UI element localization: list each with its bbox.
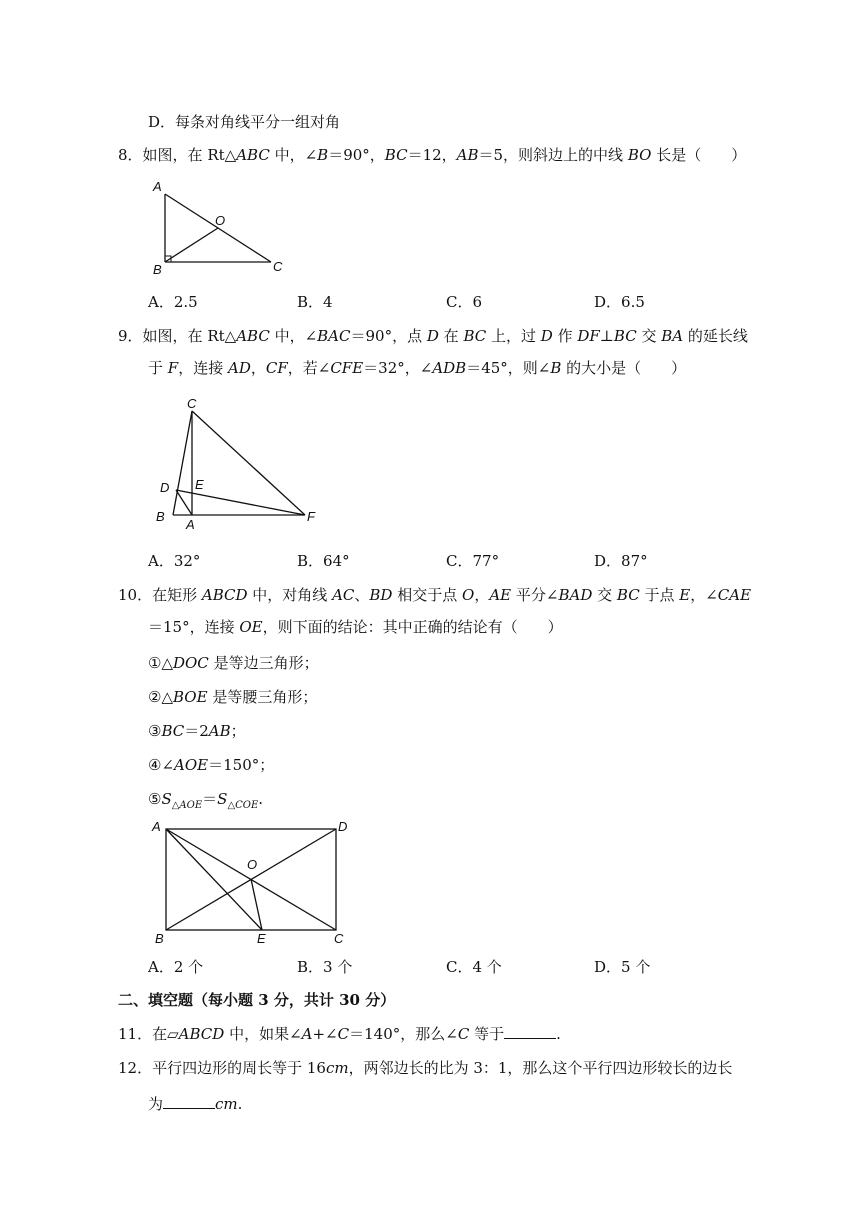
text-run: C: [457, 1025, 470, 1043]
q10-item-4: [148, 755, 274, 775]
q12-number: 12．: [118, 1059, 153, 1077]
q8-label-o: O: [215, 213, 226, 228]
text-run: ；: [230, 722, 246, 740]
text-run: E: [679, 586, 691, 604]
section-2-heading: 二、填空题（每小题 3 分，共计 30 分）: [118, 991, 396, 1009]
text-run: ＝15°，连接: [148, 618, 240, 636]
text-run: ADB: [432, 359, 467, 377]
text-run: ，: [250, 359, 266, 377]
q10-label-e: E: [257, 931, 266, 946]
text-run: ▱: [167, 1025, 179, 1043]
text-run: AOE: [174, 756, 209, 774]
text-run: 上，过: [486, 327, 541, 345]
q11-number: 11．: [118, 1025, 153, 1043]
q9-label-f: F: [307, 509, 315, 524]
text-run: ABC: [236, 327, 270, 345]
q8-label-b: B: [153, 262, 162, 277]
q11-answer-blank: [504, 1024, 556, 1039]
text-run: ④∠: [148, 756, 175, 774]
text-run: ，连接: [178, 359, 228, 377]
text-run: BC: [463, 327, 487, 345]
q9-option-b: B．64°: [297, 552, 350, 570]
text-run: BA: [661, 327, 684, 345]
q8-label-a: A: [153, 179, 162, 194]
text-run: ＝32°，∠: [363, 359, 433, 377]
q10-option-b: B．3 个: [297, 958, 353, 976]
text-run: ＝140°，那么∠: [349, 1025, 458, 1043]
text-run: AD: [227, 359, 251, 377]
text-run: BAD: [558, 586, 593, 604]
q10-question-line1: [118, 585, 751, 605]
q8-option-d: D．6.5: [594, 293, 645, 311]
q12-answer-blank: [163, 1094, 215, 1109]
text-run: AE: [489, 586, 512, 604]
text-run: ⊥: [599, 327, 614, 345]
text-run: AB: [208, 722, 231, 740]
text-run: 作: [552, 327, 578, 345]
text-run: 平分∠: [511, 586, 559, 604]
text-run: 是等边三角形；: [208, 654, 319, 672]
text-run: ＝45°，则∠: [466, 359, 551, 377]
text-run: BD: [369, 586, 393, 604]
text-run: BC: [613, 327, 637, 345]
text-run: ABCD: [201, 586, 248, 604]
text-run: 交: [636, 327, 662, 345]
q10-text-line1: [152, 586, 751, 604]
q9-label-d: D: [160, 480, 170, 495]
q10-question-line2: [148, 617, 563, 637]
text-run: ③: [148, 722, 162, 740]
text-run: D: [540, 327, 553, 345]
text-run: ＝90°，点: [350, 327, 427, 345]
text-run: ，∠: [690, 586, 718, 604]
text-run: ＝150°；: [208, 756, 275, 774]
text-run: O: [462, 586, 475, 604]
text-run: 在矩形: [152, 586, 202, 604]
q8-option-b: B．4: [297, 293, 333, 311]
text-run: C: [337, 1025, 350, 1043]
q12-question-line2: 为 cm.: [148, 1095, 243, 1113]
text-run: 、: [354, 586, 370, 604]
q9-question-line1: [118, 326, 748, 346]
text-run: F: [167, 359, 179, 377]
q9-question-line2: [148, 358, 686, 378]
text-run: +∠: [312, 1025, 338, 1043]
q10-option-d: D．5 个: [594, 958, 651, 976]
text-run: 在: [438, 327, 464, 345]
text-run: 中，对角线: [247, 586, 333, 604]
text-run: AC: [332, 586, 355, 604]
q9-text-line1: [143, 327, 748, 345]
text-run: B: [550, 359, 562, 377]
text-run: 如图，在 Rt△: [142, 327, 237, 345]
q10-item-5: $⑤S_{\triangle AOE}=S_{\triangle COE}$.: [148, 790, 264, 811]
text-run: BC: [616, 586, 640, 604]
q10-number: 10．: [118, 586, 153, 604]
q9-number: 9．: [118, 327, 143, 345]
text-run: 等于: [469, 1025, 505, 1043]
text-run: BOE: [172, 688, 208, 706]
q10-text-line2: [148, 618, 563, 636]
text-run: 的大小是（ ）: [561, 359, 687, 377]
text-run: CF: [265, 359, 288, 377]
text-run: ②△: [148, 688, 173, 706]
q9-label-a: A: [186, 517, 195, 532]
q8-figure: [145, 176, 295, 278]
text-run: BC: [161, 722, 185, 740]
text-run: ，则下面的结论：其中正确的结论有（ ）: [262, 618, 563, 636]
q11-text: [152, 1025, 504, 1043]
q9-label-b: B: [156, 509, 165, 524]
q8-option-a: A．2.5: [148, 293, 198, 311]
q10-item-2: [148, 687, 317, 707]
q9-figure: [148, 395, 328, 531]
q10-option-a: A．2 个: [148, 958, 204, 976]
text-run: 中，如果∠: [224, 1025, 302, 1043]
text-run: ，若∠: [287, 359, 331, 377]
q10-label-a: A: [152, 819, 161, 834]
q11-question: 11．在▱ABCD 中，如果∠A+∠C＝140°，那么∠C 等于 .: [118, 1025, 561, 1043]
text-run: CAE: [717, 586, 752, 604]
q8-number: 8．: [118, 146, 143, 164]
text-run: CFE: [330, 359, 364, 377]
text-run: A: [301, 1025, 313, 1043]
text-run: 于: [148, 359, 168, 377]
q10-item-1: [148, 653, 319, 673]
text-run: 相交于点: [392, 586, 462, 604]
text-run: 的延长线: [683, 327, 748, 345]
text-run: 交: [592, 586, 617, 604]
q8-option-c: C．6: [446, 293, 483, 311]
q9-option-a: A．32°: [148, 552, 201, 570]
q8-label-c: C: [273, 259, 283, 274]
q9-text-line2: [148, 359, 686, 377]
q8-question: 8．如图，在 Rt△ABC 中，∠B＝90°，BC＝12，AB＝5，则斜边上的中线 BO 长是（ ）: [118, 146, 747, 164]
q9-label-c: C: [187, 396, 197, 411]
q10-figure: [150, 815, 355, 945]
q9-option-d: D．87°: [594, 552, 648, 570]
q10-label-d: D: [338, 819, 348, 834]
q7-option-d: D．每条对角线平分一组对角: [148, 113, 341, 131]
text-run: 在: [152, 1025, 168, 1043]
text-run: BAC: [317, 327, 351, 345]
text-run: ①△: [148, 654, 173, 672]
text-run: ABCD: [178, 1025, 225, 1043]
text-run: D: [426, 327, 439, 345]
q10-item-3: [148, 721, 246, 741]
q10-label-c: C: [334, 931, 344, 946]
text-run: 中，∠: [269, 327, 318, 345]
text-run: DOC: [172, 654, 209, 672]
q10-option-c: C．4 个: [446, 958, 502, 976]
q9-option-c: C．77°: [446, 552, 500, 570]
q9-label-e: E: [195, 477, 204, 492]
q12-question-line1: 12．平行四边形的周长等于 16cm，两邻边长的比为 3：1，那么这个平行四边形较长的边长: [118, 1059, 733, 1077]
text-run: DF: [577, 327, 600, 345]
text-run: OE: [239, 618, 263, 636]
q10-label-b: B: [155, 931, 164, 946]
text-run: 是等腰三角形；: [207, 688, 318, 706]
q10-label-o: O: [247, 857, 258, 872]
text-run: ，: [474, 586, 490, 604]
text-run: 于点: [639, 586, 680, 604]
text-run: ＝2: [184, 722, 209, 740]
